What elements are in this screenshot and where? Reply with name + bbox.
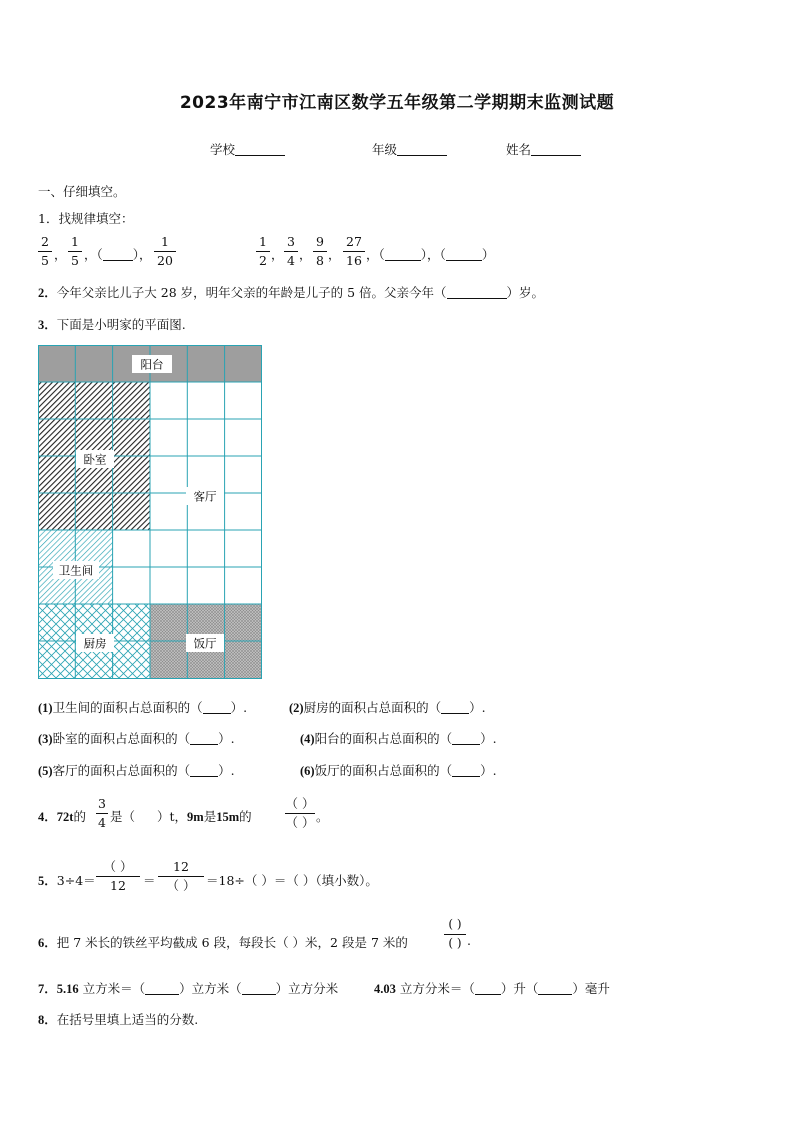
q5-rest: ＝18÷（ ）＝（ ）（填小数）。 <box>206 873 378 888</box>
q1-a-blank[interactable]: ，（ ）， <box>84 247 152 262</box>
dining-room-label: 饭厅 <box>193 636 217 651</box>
name-label: 姓名 <box>506 142 532 157</box>
q1-a-frac-2: 1 5 <box>68 234 82 268</box>
section-heading: 一、仔细填空。 <box>38 184 126 199</box>
q3-sub-4-blank[interactable] <box>452 732 480 745</box>
comma: ， <box>299 247 312 262</box>
question-7-part-b: 4.03 立方分米＝（ ）升（ ）毫升 <box>374 981 610 996</box>
q4-rest: 是（ ）t，9m是15m的 <box>110 809 252 824</box>
equals-sign: ＝ <box>143 873 156 888</box>
q1-b-frac-1: 1 2 <box>256 234 270 268</box>
q1-b-frac-3: 9 8 <box>313 234 327 268</box>
question-6: 6．把 7 米长的铁丝平均截成 6 段，每段长（ ）米，2 段是 7 米的 <box>38 935 408 950</box>
q7-blank-3[interactable] <box>475 982 501 995</box>
question-7: 7．5.16 立方米＝（ ）立方米（ ）立方分米 <box>38 981 339 996</box>
q3-sub-3-blank[interactable] <box>190 732 218 745</box>
page-title: 2023年南宁市江南区数学五年级第二学期期末监测试题 <box>179 93 615 113</box>
q3-sub-2-blank[interactable] <box>441 701 469 714</box>
question-5: 5．3÷4＝ <box>38 873 96 888</box>
q1-b-frac-4: 27 16 <box>343 234 365 268</box>
question-3: 3．下面是小明家的平面图. <box>38 317 186 332</box>
grade-label: 年级 <box>372 142 398 157</box>
q3-sub-6: (6)饭厅的面积占总面积的（ ）. <box>300 763 497 778</box>
q7-blank-1[interactable] <box>145 982 179 995</box>
comma: ， <box>271 247 284 262</box>
school-field[interactable] <box>210 140 285 158</box>
q7-blank-2[interactable] <box>242 982 276 995</box>
name-field[interactable] <box>506 140 581 158</box>
grade-field[interactable] <box>372 140 447 158</box>
school-blank[interactable] <box>235 142 285 156</box>
comma: ， <box>328 247 341 262</box>
floor-plan <box>38 345 262 679</box>
name-blank[interactable] <box>531 142 581 156</box>
q3-sub-5: (5)客厅的面积占总面积的（ ）. <box>38 763 235 778</box>
period: 。 <box>316 809 329 824</box>
period: . <box>467 933 471 948</box>
q1-b-frac-2: 3 4 <box>284 234 298 268</box>
q3-sub-1: (1)卫生间的面积占总面积的（ ）. <box>38 700 248 715</box>
living-room-label: 客厅 <box>193 489 217 504</box>
school-label: 学校 <box>210 142 236 157</box>
bedroom-label: 卧室 <box>83 452 107 467</box>
q1-label: 1．找规律填空： <box>38 211 134 226</box>
q7-blank-4[interactable] <box>538 982 572 995</box>
q5-fraction-1[interactable]: （ ） 12 <box>96 859 140 893</box>
question-8: 8．在括号里填上适当的分数. <box>38 1012 199 1027</box>
question-4: 4．72t的 <box>38 809 86 824</box>
q2-blank[interactable] <box>447 286 507 299</box>
balcony-label: 阳台 <box>140 357 164 372</box>
q3-sub-5-blank[interactable] <box>190 764 218 777</box>
q3-sub-6-blank[interactable] <box>452 764 480 777</box>
question-2: 2．今年父亲比儿子大 28 岁，明年父亲的年龄是儿子的 5 倍。父亲今年（ ）岁。 <box>38 285 545 300</box>
q3-sub-1-blank[interactable] <box>203 701 231 714</box>
q1-a-frac-1: 2 5 <box>38 234 52 268</box>
q3-sub-4: (4)阳台的面积占总面积的（ ）. <box>300 731 497 746</box>
q4-fraction: 3 4 <box>96 796 108 830</box>
kitchen-label: 厨房 <box>83 636 107 651</box>
grade-blank[interactable] <box>397 142 447 156</box>
comma: ， <box>54 247 67 262</box>
q5-fraction-2[interactable]: 12 （ ） <box>158 859 204 893</box>
q4-blank-fraction[interactable]: （ ） （ ） <box>285 796 315 830</box>
q3-sub-2: (2)厨房的面积占总面积的（ ）. <box>289 700 486 715</box>
bathroom-label: 卫生间 <box>58 563 94 578</box>
q1-b-blanks[interactable]: ，（ ），（ ） <box>366 247 495 262</box>
q1-a-frac-3: 1 20 <box>154 234 176 268</box>
q3-sub-3: (3)卧室的面积占总面积的（ ）. <box>38 731 235 746</box>
q6-blank-fraction[interactable]: ( ) ( ) <box>444 917 466 951</box>
